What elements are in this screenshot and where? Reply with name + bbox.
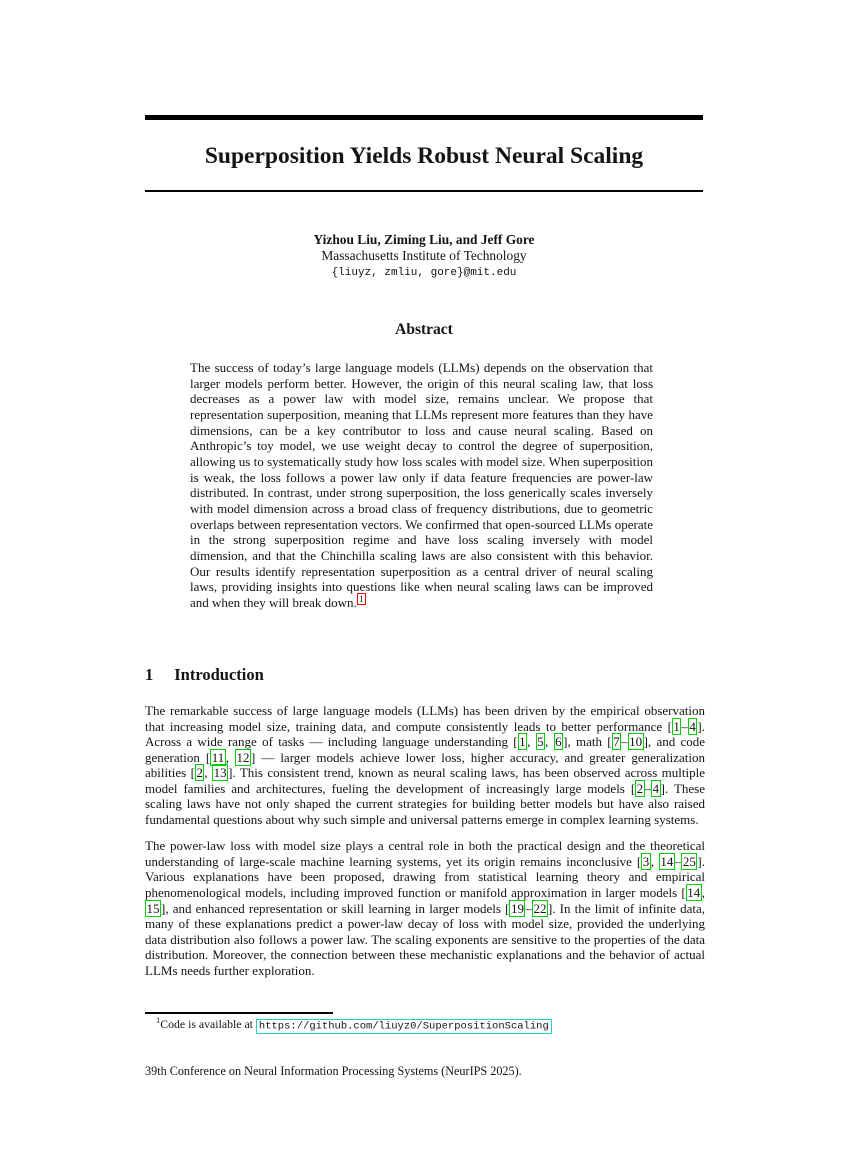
footnote-ref-icon[interactable]: 1: [357, 593, 367, 605]
authors-email: {liuyz, zmliu, gore}@mit.edu: [331, 266, 517, 279]
citation-link[interactable]: 1: [673, 718, 680, 734]
citation-link[interactable]: 12: [236, 749, 250, 765]
authors-block: [145, 232, 703, 281]
citation-link[interactable]: 1: [519, 734, 526, 750]
citation-link[interactable]: 4: [689, 718, 696, 734]
authors-names: Yizhou Liu, Ziming Liu, and Jeff Gore: [313, 232, 535, 247]
citation-link[interactable]: 11: [211, 749, 225, 765]
citation-link[interactable]: 25: [682, 853, 696, 869]
section-title: Introduction: [174, 665, 264, 684]
title-rule-top: [145, 115, 703, 120]
section-heading-introduction: [145, 665, 705, 685]
footnote-marker: 1: [156, 1015, 161, 1026]
citation-link[interactable]: 19: [510, 900, 524, 916]
citation-link[interactable]: 22: [533, 900, 547, 916]
citation-link[interactable]: 5: [537, 734, 544, 750]
paragraph: The power-law loss with model size plays a central role in both the practical design and the theoretical understanding of large-scale machine learning systems, yet its origin remains inconclusive [ 3 , 14 – 25 ]. Various explanations have been proposed, drawing from statistical learning theory and empirical phenomenological models, including improved function or manifold approximation in larger models [ 14 , 15 ], and enhanced representation or skill learning in larger models [ 19 – 22 ]. In the limit of infinite data, many of these explanations predict a power-law decay of loss with model size, provided the underlying data distribution also follows a power law. The scaling exponents are sensitive to the properties of the data distribution. Moreover, the connection between these mechanistic explanations and the behavior of actual LLMs needs further exploration.: [145, 838, 705, 978]
title-rule-bottom: [145, 190, 703, 192]
introduction-body: [145, 703, 705, 989]
footnote: [145, 1017, 705, 1034]
citation-link[interactable]: 13: [213, 765, 227, 781]
footnote-text: $^1$Code is available at https://github.com/liuyz0/SuperpositionScaling: [156, 1017, 552, 1031]
citation-link[interactable]: 14: [660, 853, 674, 869]
abstract-text: The success of today’s large language models (LLMs) depends on the observation that larger models perform better. However, the origin of this neural scaling law, that loss decreases as a power law with model size, remains unclear. We propose that representation superposition, meaning that LLMs represent more features than they have dimensions, can be a key contributor to loss and cause neural scaling. Based on Anthropic’s toy model, we use weight decay to control the degree of superposition, allowing us to systematically study how loss scales with model size. When superposition is weak, the loss follows a power law only if data feature frequencies are power-law distributed. In contrast, under strong superposition, the loss generically scales inversely with model dimension across a broad class of frequency distributions, due to geometric overlaps between representation vectors. We confirmed that open-sourced LLMs operate in the strong superposition regime and have loss scaling inversely with model dimension, and that the Chinchilla scaling laws are also consistent with this behavior. Our results identify representation superposition as a central driver of neural scaling laws, providing insights into questions like when neural scaling laws can be improved and when they will break down. $^1$: [190, 360, 653, 610]
paper-title: Superposition Yields Robust Neural Scaling: [204, 143, 644, 169]
conference-footer: 39th Conference on Neural Information Processing Systems (NeurIPS 2025).: [145, 1064, 522, 1078]
section-number: 1: [145, 665, 154, 684]
citation-link[interactable]: 4: [652, 780, 660, 796]
citation-link[interactable]: 3: [642, 853, 650, 869]
authors-affiliation: Massachusetts Institute of Technology: [321, 248, 527, 264]
footnote-rule: [145, 1012, 333, 1014]
citation-link[interactable]: 2: [196, 765, 203, 781]
citation-link[interactable]: 15: [146, 900, 160, 916]
paragraph: The remarkable success of large language models (LLMs) has been driven by the empirical observation that increasing model size, training data, and compute consistently leads to better performance [ 1 – 4 ]. Across a wide range of tasks — including language understanding [ 1 , 5 , 6 ], math [ 7 – 10 ], and code generation [ 11 , 12 ] — larger models achieve lower loss, higher accuracy, and greater generalization abilities [ 2 , 13 ]. This consistent trend, known as neural scaling laws, has been observed across multiple model families and architectures, fueling the development of increasingly large models [ 2 – 4 ]. These scaling laws have not only shaped the current strategies for building better models but have also raised fundamental questions about why such simple and universal patterns emerge in complex learning systems.: [145, 703, 706, 827]
citation-link[interactable]: 14: [687, 885, 701, 901]
citation-link[interactable]: 7: [613, 734, 620, 750]
abstract-heading: Abstract: [395, 321, 453, 338]
citation-link[interactable]: 10: [629, 734, 643, 750]
citation-link[interactable]: 6: [555, 734, 562, 750]
url-link[interactable]: https://github.com/liuyz0/SuperpositionScaling: [256, 1019, 552, 1034]
citation-link[interactable]: 2: [636, 780, 644, 796]
